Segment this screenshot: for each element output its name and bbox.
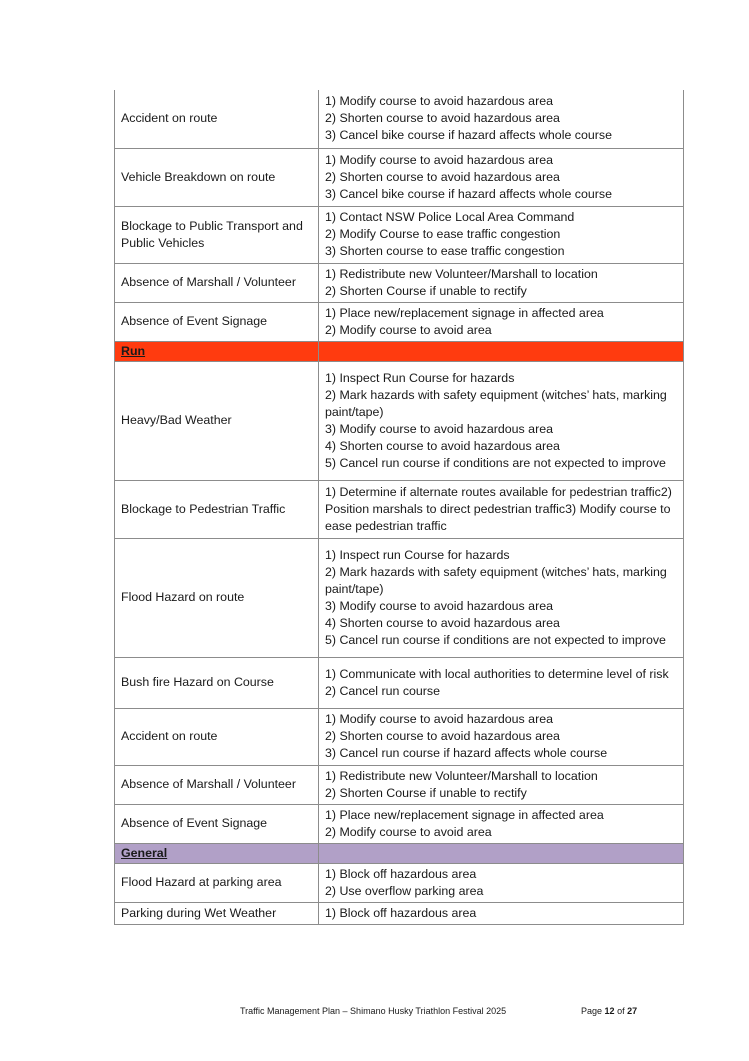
- action-line: 1) Redistribute new Volunteer/Marshall to location: [325, 266, 598, 281]
- action-line: 2) Shorten Course if unable to rectify: [325, 283, 527, 298]
- hazard-cell: Blockage to Public Transport and Public Vehicles: [115, 206, 319, 263]
- action-line: 2) Shorten course to avoid hazardous area: [325, 111, 560, 126]
- table-row: [115, 480, 684, 538]
- footer-page-number: [581, 1006, 637, 1016]
- table-row: [115, 863, 684, 902]
- table-row: [115, 206, 684, 263]
- action-line: 1) Contact NSW Police Local Area Command: [325, 210, 575, 224]
- actions-cell: [319, 863, 684, 902]
- hazard-cell: Absence of Event Signage: [115, 804, 319, 843]
- page-current: 12: [604, 1006, 615, 1016]
- actions-cell: [319, 765, 684, 804]
- action-line: 4) Shorten course to avoid hazardous area: [325, 438, 560, 453]
- section-title: Run: [115, 341, 319, 361]
- footer-document-title: Traffic Management Plan – Shimano Husky Triathlon Festival 2025: [240, 1006, 507, 1016]
- hazard-cell: Accident on route: [115, 90, 319, 148]
- actions-cell: [319, 480, 684, 538]
- actions-cell: [319, 902, 684, 924]
- risk-response-table: [114, 90, 684, 925]
- action-line: 3) Cancel run course if hazard affects whole course: [325, 746, 608, 760]
- action-line: 2) Cancel run course: [325, 683, 441, 698]
- section-row-run: [115, 341, 684, 361]
- table-row: [115, 148, 684, 206]
- actions-cell: [319, 657, 684, 708]
- table-row: [115, 538, 684, 657]
- action-line: 3) Cancel bike course if hazard affects whole course: [325, 186, 612, 201]
- action-line: 2) Modify Course to ease traffic congestion: [325, 227, 561, 241]
- action-line: 1) Communicate with local authorities to determine level of risk: [325, 666, 669, 681]
- action-line: 1) Block off hazardous area: [325, 866, 477, 881]
- actions-cell: [319, 538, 684, 657]
- actions-cell: [319, 206, 684, 263]
- hazard-cell: Absence of Marshall / Volunteer: [115, 263, 319, 302]
- action-line: 2) Shorten course to avoid hazardous area: [325, 729, 560, 743]
- hazard-cell: Accident on route: [115, 708, 319, 765]
- action-line: 1) Modify course to avoid hazardous area: [325, 152, 553, 167]
- action-line: 3) Modify course to avoid hazardous area: [325, 421, 553, 436]
- hazard-cell: Bush fire Hazard on Course: [115, 657, 319, 708]
- action-line: 5) Cancel run course if conditions are not expected to improve: [325, 632, 666, 647]
- hazard-cell: Absence of Event Signage: [115, 302, 319, 341]
- action-line: 1) Place new/replacement signage in affected area: [325, 807, 604, 822]
- section-title: General: [115, 843, 319, 863]
- action-line: 1) Modify course to avoid hazardous area: [325, 94, 553, 109]
- table-row: [115, 804, 684, 843]
- hazard-cell: Flood Hazard on route: [115, 538, 319, 657]
- action-line: 1) Inspect run Course for hazards: [325, 547, 510, 562]
- action-line: 3) Modify course to avoid hazardous area: [325, 598, 553, 613]
- actions-cell: [319, 90, 684, 148]
- table-row: [115, 902, 684, 924]
- action-line: 3) Shorten course to ease traffic congestion: [325, 244, 565, 258]
- hazard-cell: Blockage to Pedestrian Traffic: [115, 480, 319, 538]
- table-row: [115, 657, 684, 708]
- action-line: 1) Inspect Run Course for hazards: [325, 370, 515, 385]
- actions-cell: [319, 804, 684, 843]
- page-of: of: [617, 1006, 625, 1016]
- hazard-cell: Parking during Wet Weather: [115, 902, 319, 924]
- page-label: Page: [581, 1006, 603, 1016]
- action-line: 2) Shorten Course if unable to rectify: [325, 785, 527, 800]
- actions-cell: [319, 263, 684, 302]
- actions-cell: [319, 361, 684, 480]
- page-total: 27: [627, 1006, 638, 1016]
- table-row: [115, 302, 684, 341]
- action-line: 1) Block off hazardous area: [325, 905, 477, 920]
- action-line: 4) Shorten course to avoid hazardous area: [325, 615, 560, 630]
- action-line: 3) Cancel bike course if hazard affects whole course: [325, 128, 612, 143]
- action-line: 2) Modify course to avoid area: [325, 322, 492, 337]
- action-line: 2) Mark hazards with safety equipment (witches’ hats, marking paint/tape): [325, 387, 667, 419]
- action-line: 1) Determine if alternate routes available for pedestrian traffic2) Position marshals to direct pedestrian traffic3) Modify course to ease pedestrian traffic: [325, 484, 672, 533]
- hazard-cell: Absence of Marshall / Volunteer: [115, 765, 319, 804]
- table-row: [115, 765, 684, 804]
- table-row: [115, 90, 684, 148]
- actions-cell: [319, 708, 684, 765]
- action-line: 2) Modify course to avoid area: [325, 824, 492, 839]
- action-line: 2) Use overflow parking area: [325, 883, 484, 898]
- actions-cell: [319, 148, 684, 206]
- table-row: [115, 263, 684, 302]
- actions-cell: [319, 302, 684, 341]
- section-fill: [319, 341, 684, 361]
- table-row: [115, 361, 684, 480]
- action-line: 1) Redistribute new Volunteer/Marshall to location: [325, 768, 598, 783]
- action-line: 1) Modify course to avoid hazardous area: [325, 712, 553, 726]
- action-line: 5) Cancel run course if conditions are not expected to improve: [325, 455, 666, 470]
- action-line: 2) Mark hazards with safety equipment (witches’ hats, marking paint/tape): [325, 564, 667, 596]
- hazard-cell: Flood Hazard at parking area: [115, 863, 319, 902]
- hazard-cell: Heavy/Bad Weather: [115, 361, 319, 480]
- action-line: 2) Shorten course to avoid hazardous area: [325, 169, 560, 184]
- action-line: 1) Place new/replacement signage in affected area: [325, 305, 604, 320]
- table-body: [115, 90, 684, 924]
- section-fill: [319, 843, 684, 863]
- section-row-general: [115, 843, 684, 863]
- hazard-cell: Vehicle Breakdown on route: [115, 148, 319, 206]
- table-row: [115, 708, 684, 765]
